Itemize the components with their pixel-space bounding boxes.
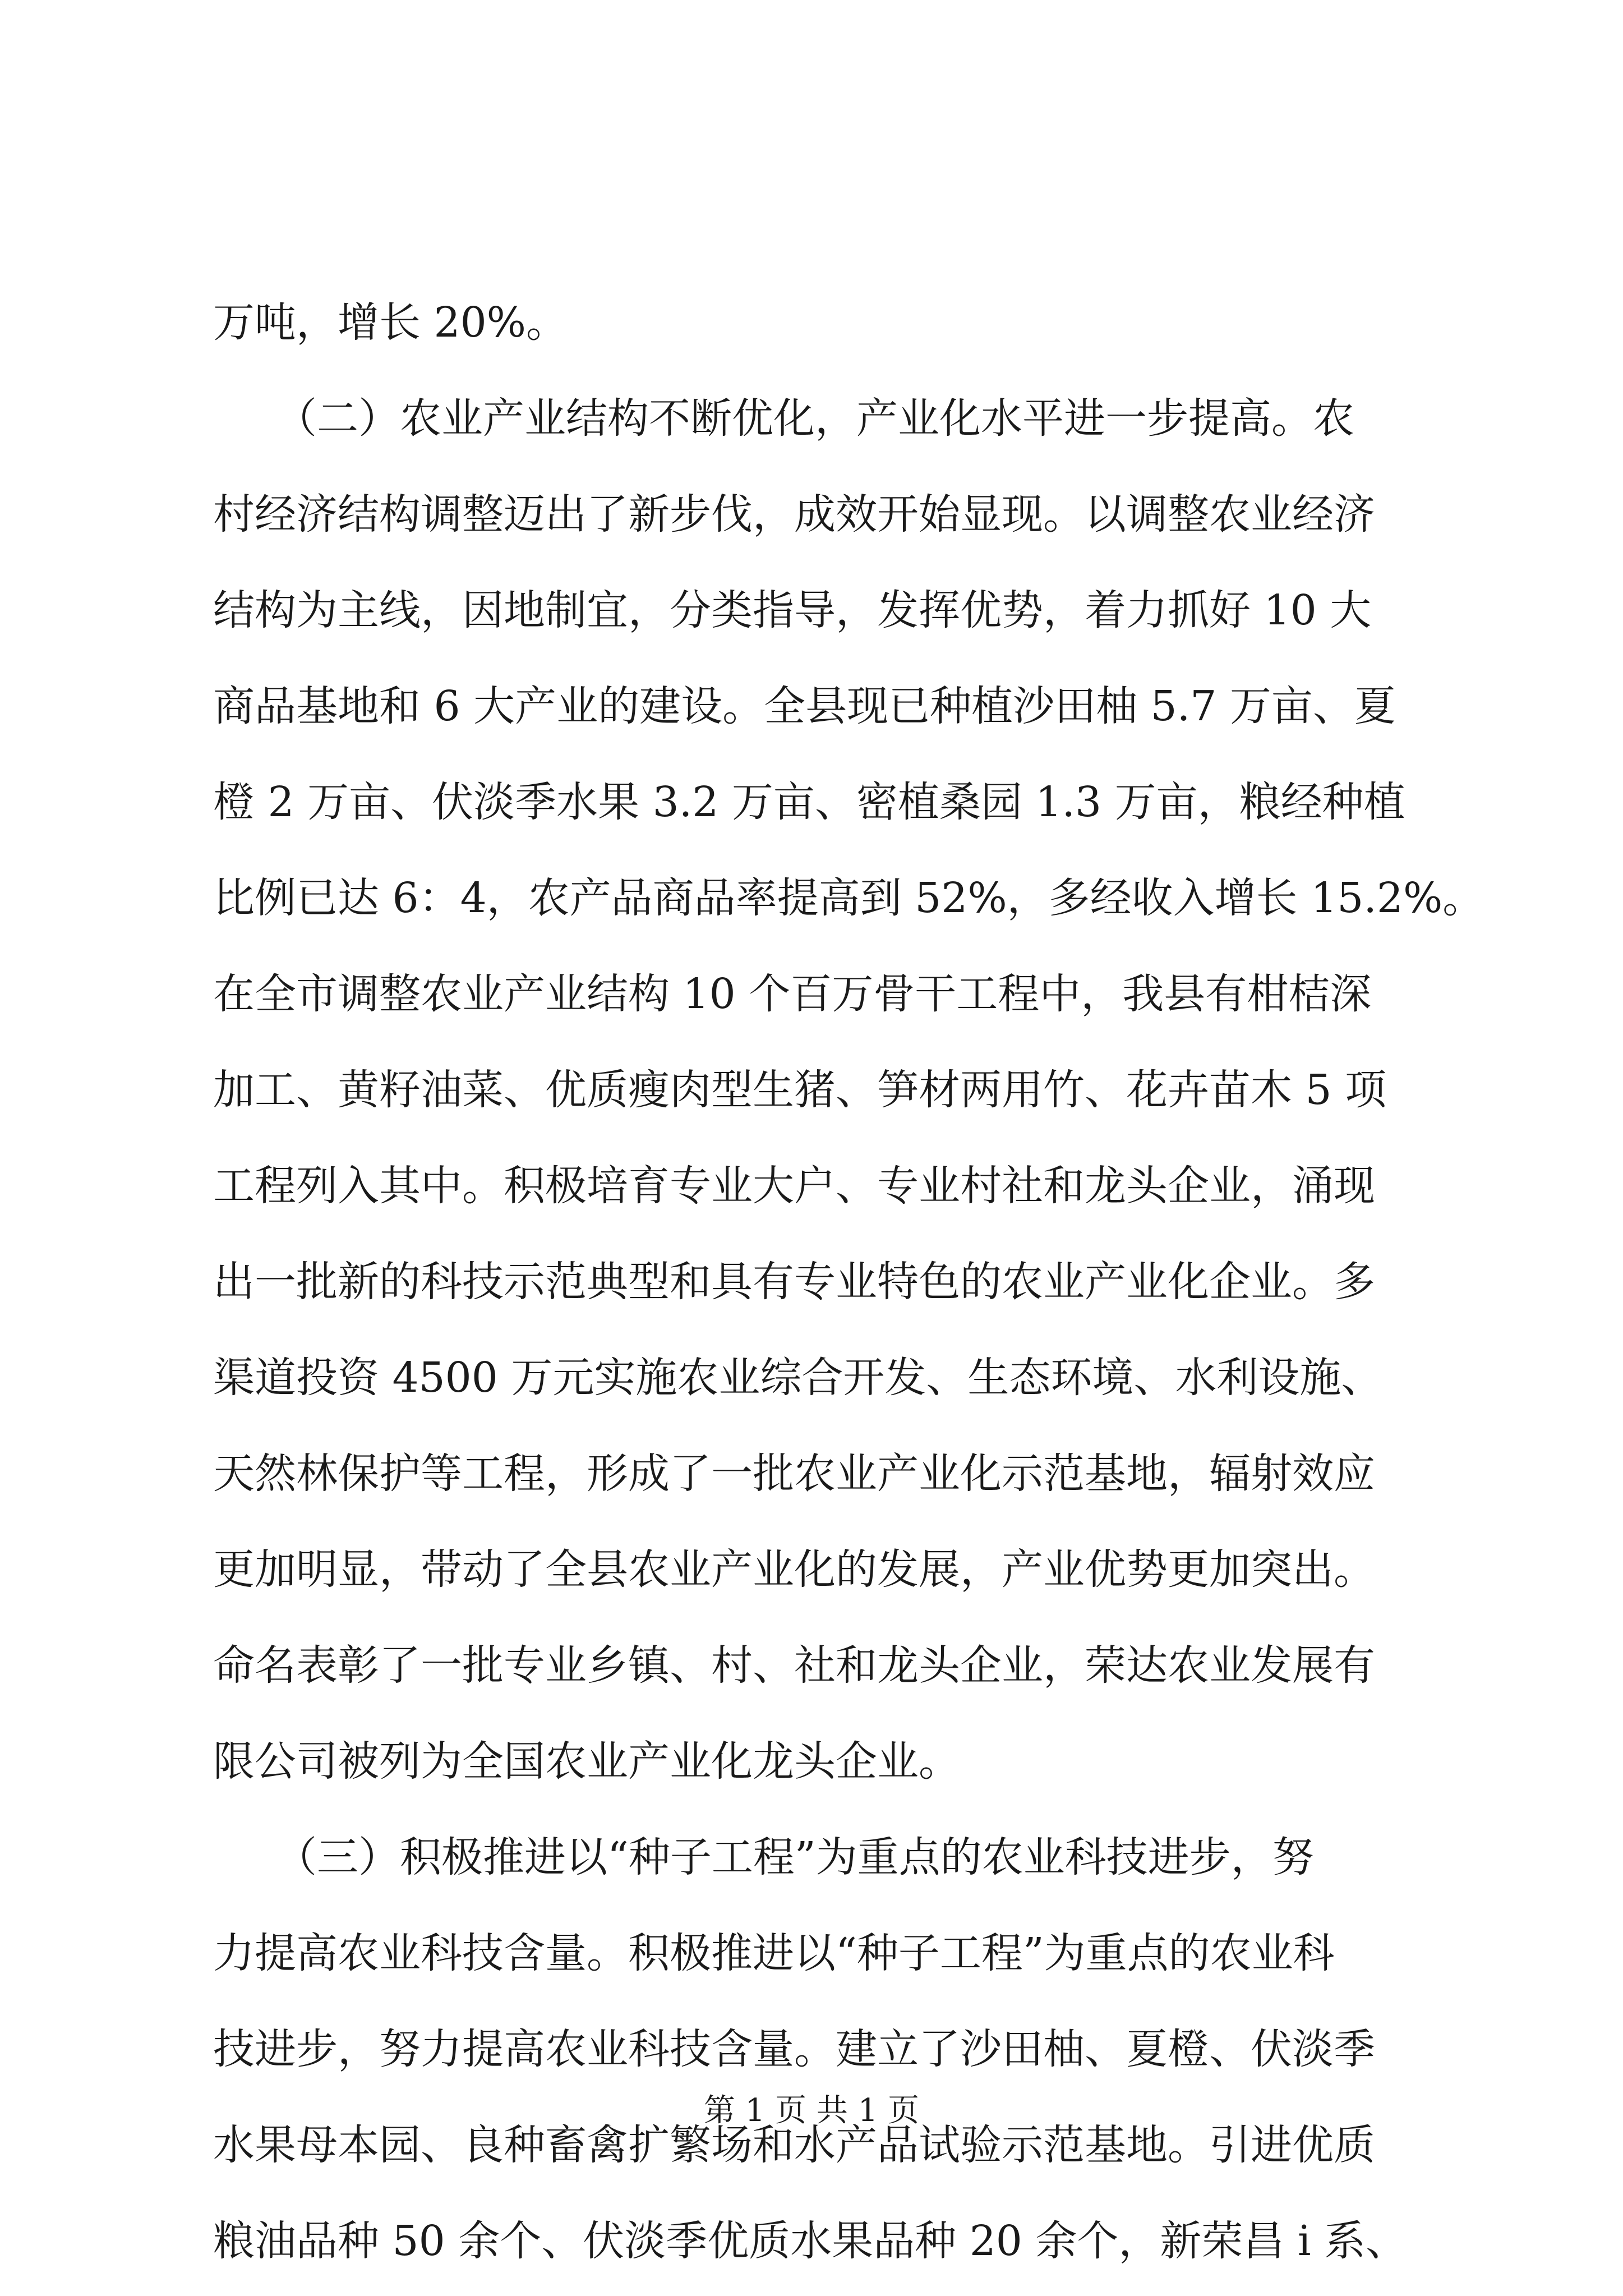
text-line: 命名表彰了一批专业乡镇、村、社和龙头企业，荣达农业发展有 <box>213 1641 1375 1690</box>
text-line: 工程列入其中。积极培育专业大户、专业村社和龙头企业，涌现 <box>213 1162 1375 1210</box>
text-line: 比例已达 6：4，农产品商品率提高到 52%，多经收入增长 15.2%。 <box>213 874 1484 922</box>
page-footer <box>0 2091 1623 2131</box>
text-line: 万吨，增长 20%。 <box>213 298 568 347</box>
body-text <box>213 275 1484 2289</box>
text-line: 在全市调整农业产业结构 10 个百万骨干工程中，我县有柑桔深 <box>213 970 1372 1018</box>
text-line: 出一批新的科技示范典型和具有专业特色的农业产业化企业。多 <box>213 1258 1375 1306</box>
text-line: 加工、黄籽油菜、优质瘦肉型生猪、笋材两用竹、花卉苗木 5 项 <box>213 1066 1387 1114</box>
text-line: 水果母本园、良种畜禽扩繁场和水产品试验示范基地。引进优质 <box>213 2121 1375 2169</box>
text-line: 粮油品种 50 余个、伏淡季优质水果品种 20 余个，新荣昌 i 系、 <box>213 2217 1408 2265</box>
text-line: 力提高农业科技含量。积极推进以“种子工程”为重点的农业科 <box>213 1929 1335 1977</box>
text-line: 橙 2 万亩、伏淡季水果 3.2 万亩、密植桑园 1.3 万亩，粮经种植 <box>213 778 1405 826</box>
text-line: 村经济结构调整迈出了新步伐，成效开始显现。以调整农业经济 <box>213 490 1375 539</box>
text-line: 渠道投资 4500 万元实施农业综合开发、生态环境、水利设施、 <box>213 1354 1383 1402</box>
text-line: 更加明显，带动了全县农业产业化的发展，产业优势更加突出。 <box>213 1545 1375 1594</box>
page-number: 第 1 页 共 1 页 <box>703 2092 920 2129</box>
text-line: （二）农业产业结构不断优化，产业化水平进一步提高。农 <box>213 394 1354 443</box>
text-line: 技进步，努力提高农业科技含量。建立了沙田柚、夏橙、伏淡季 <box>213 2025 1375 2073</box>
text-line: （三）积极推进以“种子工程”为重点的农业科技进步，努 <box>213 1833 1314 1881</box>
text-line: 商品基地和 6 大产业的建设。全县现已种植沙田柚 5.7 万亩、夏 <box>213 682 1396 730</box>
text-line: 限公司被列为全国农业产业化龙头企业。 <box>213 1737 960 1786</box>
text-line: 结构为主线，因地制宜，分类指导，发挥优势，着力抓好 10 大 <box>213 586 1372 634</box>
text-line: 天然林保护等工程，形成了一批农业产业化示范基地，辐射效应 <box>213 1450 1375 1498</box>
